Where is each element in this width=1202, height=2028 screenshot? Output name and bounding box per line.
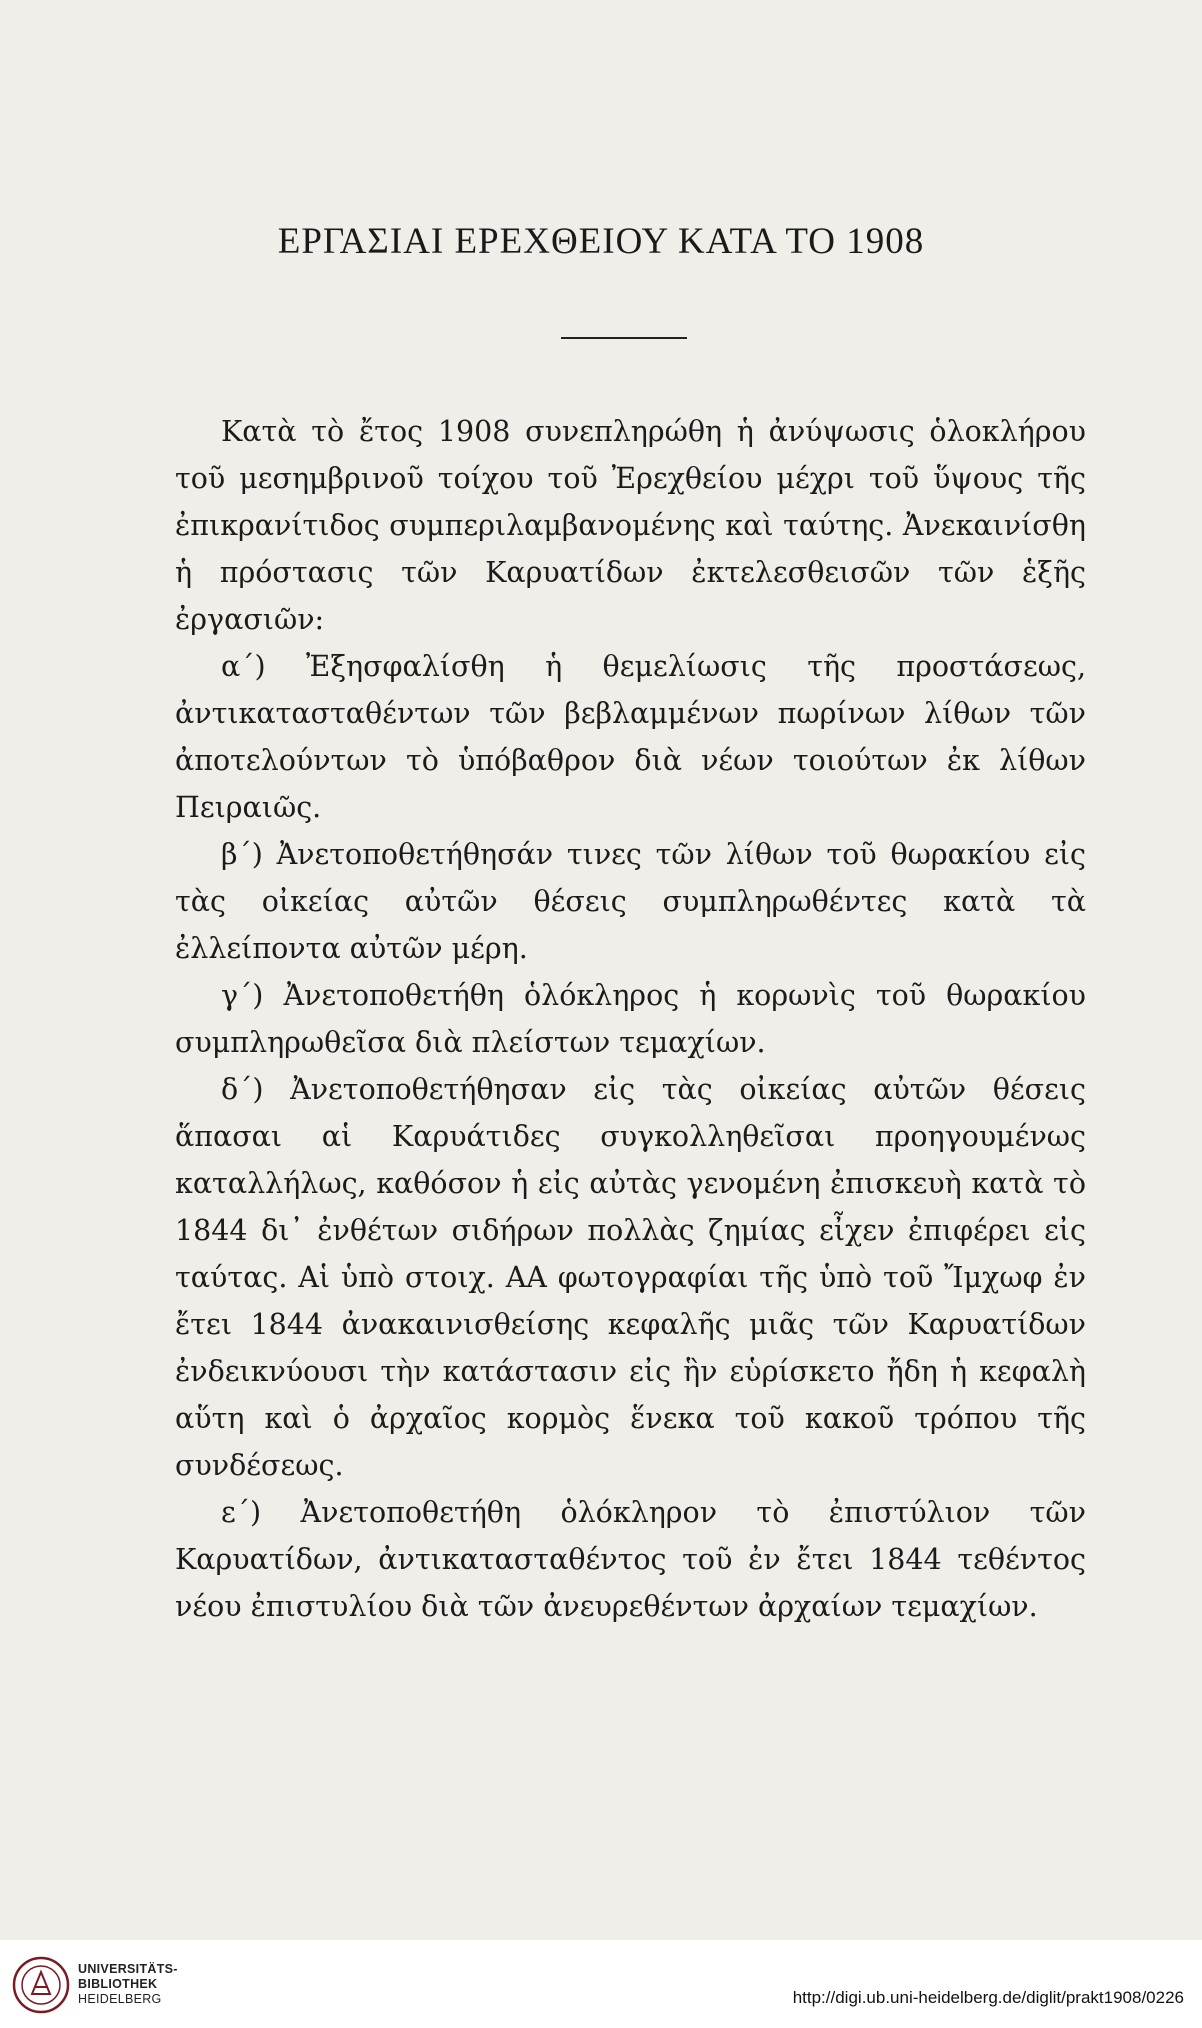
library-line-2: BIBLIOTHEK: [78, 1977, 158, 1991]
digitization-footer: [0, 1940, 1202, 2028]
paragraph-intro: Κατὰ τὸ ἔτος 1908 συνεπληρώθη ἡ ἀνύψωσις ὁλοκλήρου τοῦ μεσημβρινοῦ τοίχου τοῦ Ἐρεχθείου μέχρι τοῦ ὕψους τῆς ἐπικρανίτιδος συμπεριλαμβανομένης καὶ ταύτης. Ἀνεκαινίσθη ἡ πρόστασις τῶν Καρυατίδων ἐκτελεσθεισῶν τῶν ἑξῆς ἐργασιῶν:: [175, 415, 1086, 636]
paragraph-alpha: α΄) Ἐξησφαλίσθη ἡ θεμελίωσις τῆς προστάσεως, ἀντικατασταθέντων τῶν βεβλαμμένων πωρίνων λίθων τῶν ἀποτελούντων τὸ ὑπόβαθρον διὰ νέων τοιούτων ἐκ λίθων Πειραιῶς.: [175, 650, 1086, 824]
library-line-3: HEIDELBERG: [78, 1992, 162, 2006]
page-title: ΕΡΓΑΣΙΑΙ ΕΡΕΧΘΕΙΟΥ ΚΑΤΑ ΤΟ 1908: [277, 221, 925, 262]
library-name: [78, 1962, 178, 2007]
paragraph-epsilon: ε΄) Ἀνετοποθετήθη ὁλόκληρον τὸ ἐπιστύλιον τῶν Καρυατίδων, ἀντικατασταθέντος τοῦ ἐν ἔτει 1844 τεθέντος νέου ἐπιστυλίου διὰ τῶν ἀνευρεθέντων ἀρχαίων τεμαχίων.: [175, 1496, 1086, 1623]
paragraph-gamma: γ΄) Ἀνετοποθετήθη ὁλόκληρος ἡ κορωνὶς τοῦ θωρακίου συμπληρωθεῖσα διὰ πλείστων τεμαχίων.: [175, 979, 1086, 1059]
body-text: [175, 408, 1086, 1630]
title-divider: [561, 337, 687, 339]
paragraph-delta: δ΄) Ἀνετοποθετήθησαν εἰς τὰς οἰκείας αὐτῶν θέσεις ἅπασαι αἱ Καρυάτιδες συγκολληθεῖσαι προηγουμένως καταλλήλως, καθόσον ἡ εἰς αὐτὰς γενομένη ἐπισκευὴ κατὰ τὸ 1844 δι᾽ ἐνθέτων σιδήρων πολλὰς ζημίας εἶχεν ἐπιφέρει εἰς ταύτας. Αἱ ὑπὸ στοιχ. ΑΑ φωτογραφίαι τῆς ὑπὸ τοῦ Ἴμχωφ ἐν ἔτει 1844 ἀνακαινισθείσης κεφαλῆς μιᾶς τῶν Καρυατίδων ἐνδεικνύουσι τὴν κατάστασιν εἰς ἣν εὑρίσκετο ἤδη ἡ κεφαλὴ αὕτη καὶ ὁ ἀρχαῖος κορμὸς ἕνεκα τοῦ κακοῦ τρόπου τῆς συνδέσεως.: [175, 1073, 1086, 1482]
paragraph-beta: β΄) Ἀνετοποθετήθησάν τινες τῶν λίθων τοῦ θωρακίου εἰς τὰς οἰκείας αὐτῶν θέσεις συμπληρωθέντες κατὰ τὰ ἐλλείποντα αὐτῶν μέρη.: [175, 838, 1086, 965]
library-line-1: UNIVERSITÄTS-: [78, 1962, 178, 1976]
source-url[interactable]: http://digi.ub.uni-heidelberg.de/diglit/prakt1908/0226: [792, 1988, 1184, 2007]
university-seal-icon: [12, 1956, 70, 2014]
